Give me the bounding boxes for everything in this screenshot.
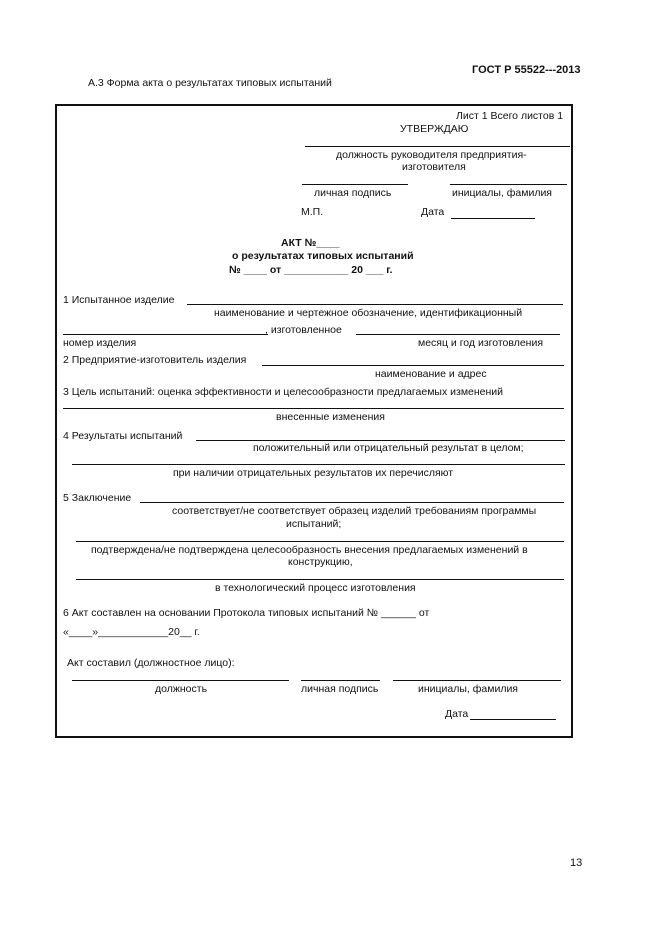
approve-heading: УТВЕРЖДАЮ bbox=[400, 123, 469, 135]
section-5-hint-a1: соответствует/не соответствует образец изделий требованиям программы bbox=[172, 505, 537, 517]
section-5-hint-b2: конструкцию, bbox=[288, 556, 353, 568]
section-1-hint-number: номер изделия bbox=[63, 337, 137, 349]
standard-number: ГОСТ Р 55522---2013 bbox=[472, 64, 581, 76]
footer-initials-hint: инициалы, фамилия bbox=[418, 683, 518, 695]
approval-date-line bbox=[451, 218, 535, 219]
section-4-hint-2: при наличии отрицательных результатов их перечисляют bbox=[173, 467, 454, 479]
section-5-hint-c: в технологический процесс изготовления bbox=[215, 582, 416, 594]
act-title: АКТ №____ bbox=[281, 237, 340, 249]
section-5-hint-b1: подтверждена/не подтверждена целесообразность внесения предлагаемых изменений в bbox=[91, 544, 528, 556]
section-1-hint: наименование и чертежное обозначение, идентификационный bbox=[214, 307, 523, 319]
page-number: 13 bbox=[570, 857, 583, 869]
initials-line bbox=[450, 184, 567, 185]
section-2-line bbox=[262, 365, 564, 366]
signature-line bbox=[302, 184, 408, 185]
compiled-by-label: Акт составил (должностное лицо): bbox=[67, 657, 235, 669]
section-1-manufactured: , изготовленное bbox=[265, 324, 342, 336]
footer-position-line bbox=[72, 680, 289, 681]
section-3-hint: внесенные изменения bbox=[276, 411, 385, 423]
approval-date-label: Дата bbox=[421, 206, 445, 218]
initials-hint: инициалы, фамилия bbox=[452, 187, 552, 199]
section-1-date-line bbox=[356, 334, 560, 335]
section-4-hint: положительный или отрицательный результат в целом; bbox=[253, 442, 524, 454]
section-5-line-2 bbox=[76, 541, 564, 542]
section-1-number-line bbox=[63, 334, 268, 335]
section-1-label: 1 Испытанное изделие bbox=[63, 294, 175, 306]
footer-signature-hint: личная подпись bbox=[301, 683, 379, 695]
section-2-hint: наименование и адрес bbox=[375, 368, 487, 380]
section-3-label: 3 Цель испытаний: оценка эффективности и целесообразности предлагаемых изменений bbox=[63, 386, 504, 398]
act-subtitle: о результатах типовых испытаний bbox=[232, 250, 414, 262]
section-6-date: «____»____________20__ г. bbox=[63, 626, 200, 638]
section-4-label: 4 Результаты испытаний bbox=[63, 430, 183, 442]
footer-date-line bbox=[470, 719, 556, 720]
footer-signature-line bbox=[301, 680, 380, 681]
position-hint-1: должность руководителя предприятия- bbox=[336, 149, 527, 161]
section-6-label: 6 Акт составлен на основании Протокола типовых испытаний № ______ от bbox=[63, 607, 430, 619]
footer-date-label: Дата bbox=[445, 708, 469, 720]
section-2-label: 2 Предприятие-изготовитель изделия bbox=[63, 354, 247, 366]
section-5-line-3 bbox=[76, 579, 564, 580]
section-4-line-2 bbox=[72, 464, 565, 465]
act-number-date: № ____ от ___________ 20 ___ г. bbox=[229, 264, 393, 276]
section-4-line bbox=[196, 440, 565, 441]
section-5-hint-a2: испытаний; bbox=[286, 518, 342, 530]
signature-hint: личная подпись bbox=[314, 187, 392, 199]
position-line bbox=[305, 146, 570, 147]
footer-initials-line bbox=[393, 680, 561, 681]
section-5-line bbox=[140, 502, 564, 503]
section-1-hint-date: месяц и год изготовления bbox=[418, 337, 544, 349]
footer-position-hint: должность bbox=[155, 683, 208, 695]
position-hint-2: изготовителя bbox=[402, 161, 466, 173]
form-caption: А.3 Форма акта о результатах типовых испытаний bbox=[88, 77, 332, 89]
section-3-line bbox=[63, 408, 564, 409]
section-5-label: 5 Заключение bbox=[63, 492, 132, 504]
sheet-count: Лист 1 Всего листов 1 bbox=[456, 110, 564, 122]
stamp-label: М.П. bbox=[301, 206, 324, 218]
section-1-line bbox=[187, 304, 563, 305]
